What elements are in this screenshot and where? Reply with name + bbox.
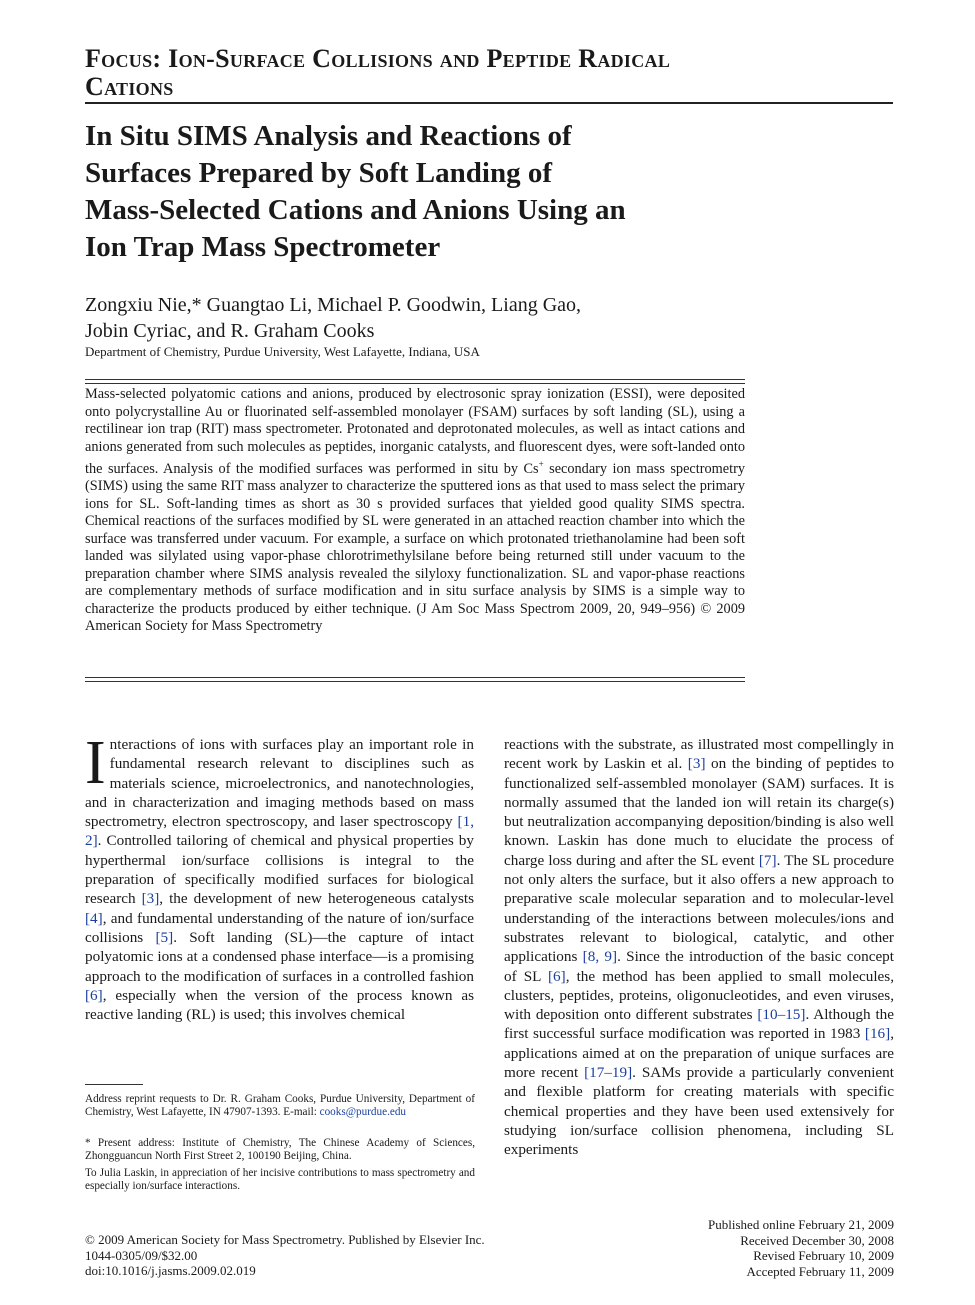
abstract-top-rule bbox=[85, 379, 745, 380]
body-text: , especially when the version of the process known as reactive landing (RL) is used; this involves chemical bbox=[85, 986, 474, 1024]
section-header-line2: Cations bbox=[85, 72, 174, 101]
citation-link[interactable]: [6] bbox=[85, 986, 103, 1004]
footer-publication-info bbox=[85, 1232, 485, 1279]
doi: doi:10.1016/j.jasms.2009.02.019 bbox=[85, 1263, 256, 1278]
body-text: , the method has been applied to small molecules, clusters, peptides, proteins, oligonucleotides, and even viruses, with deposition onto different substrates bbox=[504, 967, 894, 1024]
citation-link[interactable]: [5] bbox=[155, 928, 174, 946]
body-column-left bbox=[85, 729, 474, 1024]
body-text: on the binding of peptides to functionalized self-assembled monolayer (SAM) surfaces. It is normally assumed that the landed ion will retain its charge(s) but neutralization accompanying deposition/binding is also well known. Laskin has done much to elucidate the process of charge loss during and after the SL event bbox=[504, 755, 894, 869]
accepted-date: Accepted February 11, 2009 bbox=[746, 1263, 894, 1279]
drop-cap: I bbox=[85, 729, 106, 797]
body-text: . Controlled tailoring of chemical and physical properties by hyperthermal ion/surface collisions is integral to the preparation of specifically modified surfaces for biological research bbox=[85, 832, 474, 908]
body-text: . The SL procedure not only alters the surface, but it also offers a new approach to preparative scale molecular separation and to molecular-level understanding of the interactions between molecules/ions and substrates relevant to biological, catalytic, and other applications bbox=[504, 851, 894, 966]
body-text: . Although the first successful surface modification was reported in 1983 bbox=[504, 1006, 895, 1043]
email-link[interactable]: cooks@purdue.edu bbox=[319, 1106, 407, 1119]
footnote-reprint bbox=[85, 1093, 475, 1120]
section-header bbox=[85, 45, 905, 101]
section-header-line1: Focus: Ion-Surface Collisions and Peptide Radical bbox=[85, 44, 671, 73]
author-list bbox=[85, 292, 785, 344]
body-text: , and fundamental understanding of the nature of ion/surface collisions bbox=[85, 909, 474, 946]
abstract-bottom-rule-2 bbox=[85, 681, 745, 682]
body-text: . SAMs provide a particularly convenient and flexible platform for creating materials with specific chemical properties and they have been used extensively for studying ion/surface collision phenomena, including SL experiments bbox=[504, 1064, 894, 1159]
citation-link[interactable]: [10–15] bbox=[757, 1006, 806, 1024]
citation-link[interactable]: [16] bbox=[864, 1025, 891, 1043]
citation-link[interactable]: [3] bbox=[141, 890, 160, 908]
article-title bbox=[85, 118, 785, 266]
body-text: reactions with the substrate, as illustrated most compellingly in recent work by Laskin et al. bbox=[504, 736, 894, 773]
citation-link[interactable]: [8, 9] bbox=[582, 948, 618, 966]
footnote-present-address: * Present address: Institute of Chemistry, The Chinese Academy of Sciences, Zhongguancun North First Street 2, 100190 Beijing, China. bbox=[85, 1137, 475, 1163]
title-line: Mass-Selected Cations and Anions Using an bbox=[85, 194, 626, 226]
body-text: , the development of new heterogeneous catalysts bbox=[159, 890, 474, 908]
footer-dates bbox=[620, 1217, 894, 1279]
body-column-right bbox=[504, 735, 894, 1160]
body-text: , applications aimed at on the preparation of unique surfaces are more recent bbox=[504, 1025, 894, 1082]
header-rule bbox=[85, 102, 893, 104]
issn: 1044-0305/09/$32.00 bbox=[85, 1247, 198, 1263]
citation-link[interactable]: [3] bbox=[687, 755, 706, 773]
abstract-text-cont: secondary ion mass spectrometry (SIMS) using the same RIT mass analyzer to characterize the sputtered ions as that used to mass select the primary ions for SL. Soft-landing times as short as 30 s provided surfaces that yielded good quality SIMS spectra. Chemical reactions of the surfaces modified by SL were generated in an attached reaction chamber into which the surface was transferred under vacuum. For example, a surface on which protonated triethanolamine had been soft landed was silylated using vapor-phase chlorotrimethylsilane before being returned still under vacuum to the preparation chamber where SIMS analysis revealed the silyloxy functionalization. SL and vapor-phase reactions are complementary methods of surface modification and in situ surface analysis by SIMS is a simple way to characterize the products produced by either technique. bbox=[85, 460, 745, 617]
citation-link[interactable]: [17–19] bbox=[584, 1064, 633, 1082]
abstract-superscript: + bbox=[538, 459, 544, 469]
abstract-top-rule-2 bbox=[85, 383, 745, 384]
footnote-rule bbox=[85, 1084, 143, 1085]
citation-link[interactable]: [7] bbox=[758, 851, 777, 869]
published-online-date: Published online February 21, 2009 bbox=[708, 1217, 894, 1232]
footnote-text: Address reprint requests to Dr. R. Graham Cooks, Purdue University, Department of Chemistry, West Lafayette, IN 47907-1393. E-mail: bbox=[85, 1093, 475, 1119]
abstract bbox=[85, 386, 745, 636]
body-text: . Soft landing (SL)—the capture of intact polyatomic ions at a condensed phase interface—is a promising approach to the modification of surfaces in a controlled fashion bbox=[85, 928, 474, 985]
author-line: Jobin Cyriac, and R. Graham Cooks bbox=[85, 320, 375, 342]
copyright: © 2009 American Society for Mass Spectrometry. Published by Elsevier Inc. bbox=[85, 1232, 485, 1247]
citation-link[interactable]: [4] bbox=[85, 909, 103, 927]
affiliation: Department of Chemistry, Purdue University, West Lafayette, Indiana, USA bbox=[85, 344, 480, 359]
received-date: Received December 30, 2008 bbox=[740, 1232, 894, 1248]
author-line: Zongxiu Nie,* Guangtao Li, Michael P. Goodwin, Liang Gao, bbox=[85, 294, 582, 316]
body-text: nteractions of ions with surfaces play an important role in fundamental research relevant to disciplines such as materials science, microelectronics, and nanotechnologies, and in characterization and imaging methods based on mass spectrometry, electron spectroscopy, and laser spectroscopy bbox=[85, 736, 474, 831]
revised-date: Revised February 10, 2009 bbox=[753, 1248, 894, 1263]
title-line: Surfaces Prepared by Soft Landing of bbox=[85, 157, 552, 189]
body-text: . Since the introduction of the basic concept of SL bbox=[504, 948, 894, 985]
title-line: In Situ SIMS Analysis and Reactions of bbox=[85, 120, 572, 152]
footnote-dedication: To Julia Laskin, in appreciation of her incisive contributions to mass spectrometry and especially ion/surface interactions. bbox=[85, 1167, 475, 1193]
title-line: Ion Trap Mass Spectrometer bbox=[85, 231, 441, 263]
citation-link[interactable]: [6] bbox=[547, 967, 566, 985]
abstract-citation: (J Am Soc Mass Spectrom 2009, 20, 949–956) © 2009 American Society for Mass Spectrometry bbox=[85, 600, 745, 635]
abstract-text: Mass-selected polyatomic cations and anions, produced by electrosonic spray ionization (ESSI), were deposited onto polycrystalline Au or fluorinated self-assembled monolayer (FSAM) surfaces by soft landing (SL), using a rectilinear ion trap (RIT) mass spectrometer. Protonated and deprotonated molecules, as well as intact cations and anions generated from such molecules as peptides, inorganic catalysts, and fluorescent dyes, were soft-landed onto the surfaces. Analysis of the modified surfaces was performed in situ by Cs bbox=[85, 386, 745, 477]
abstract-bottom-rule bbox=[85, 677, 745, 678]
citation-link[interactable]: [1, 2] bbox=[85, 813, 474, 850]
